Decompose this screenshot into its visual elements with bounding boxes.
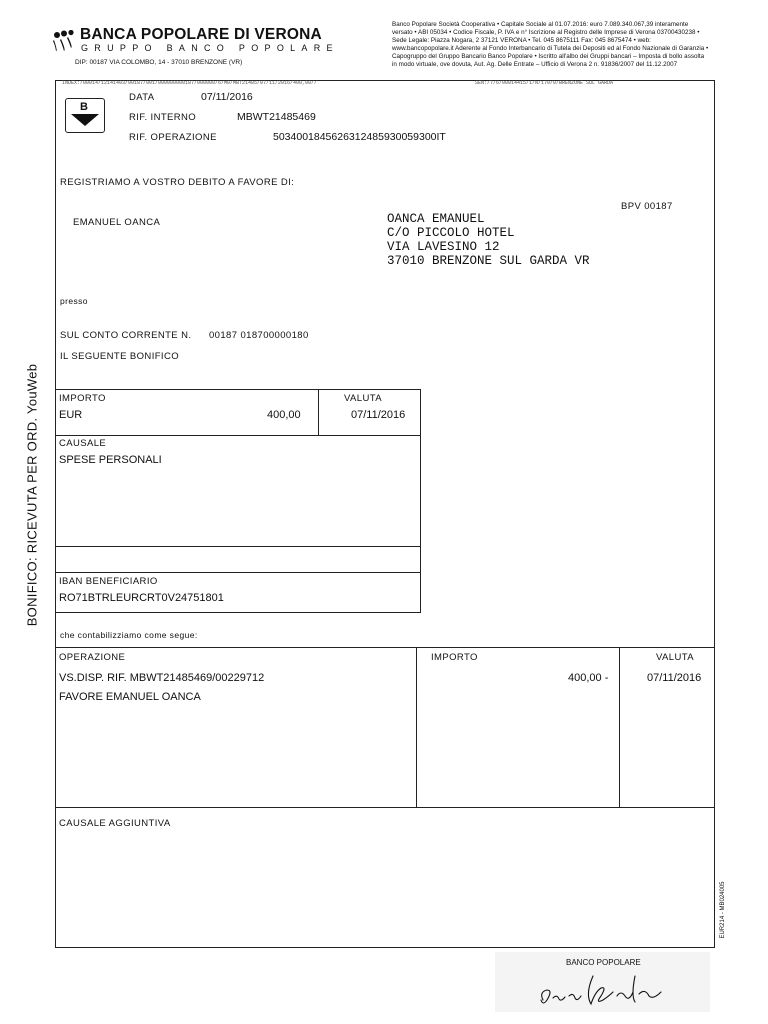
registriamo-text: REGISTRIAMO A VOSTRO DEBITO A FAVORE DI: (60, 177, 295, 188)
operazione-line-1: VS.DISP. RIF. MBWT21485469/00229712 (59, 672, 265, 684)
legal-line: Banco Popolare Società Cooperativa • Capitale Sociale al 01.07.2016: euro 7.089.340.067,39 interamente (392, 21, 689, 28)
bank-name: BANCA POPOLARE DI VERONA (80, 26, 322, 43)
conto-label: SUL CONTO CORRENTE N. (60, 330, 192, 341)
rule (55, 389, 421, 390)
data-label: DATA (129, 92, 155, 103)
currency: EUR (59, 409, 83, 421)
ordinante-name: EMANUEL OANCA (73, 217, 161, 228)
importo-label: IMPORTO (59, 393, 106, 404)
causale-aggiuntiva-label: CAUSALE AGGIUNTIVA (59, 818, 171, 829)
table-header-valuta: VALUTA (656, 652, 694, 663)
amount: 400,00 (267, 409, 301, 421)
beneficiary-address (387, 212, 590, 268)
rif-interno-value: MBWT21485469 (237, 111, 316, 123)
valuta-label: VALUTA (344, 393, 382, 404)
rule (55, 807, 714, 808)
rule (55, 546, 421, 547)
rule (420, 389, 421, 612)
legal-line: versato • ABI 05034 • Codice Fiscale, P. IVA e n° Iscrizione al Registro delle Imprese di Verona 03700430238 • (392, 28, 700, 36)
data-value: 07/11/2016 (201, 91, 253, 103)
bank-logo (52, 26, 382, 72)
presso-label: presso (60, 296, 88, 306)
legal-line: Capogruppo del Gruppo Bancario Banco Popolare • Iscritto all'albo dei Gruppi bancari – Imposta di bollo assolta (392, 52, 705, 60)
rule (55, 572, 421, 573)
bpv-code: BPV 00187 (621, 201, 673, 212)
signature-org: BANCO POPOLARE (566, 958, 641, 967)
address-line: 37010 BRENZONE SUL GARDA VR (387, 254, 590, 268)
rif-operazione-label: RIF. OPERAZIONE (129, 132, 217, 143)
rule (55, 612, 421, 613)
legal-line: in modo virtuale, ove dovuta, Aut. Ag. Delle Entrate – Ufficio di Verona 2 n. 91836/2007 del 11.12.2007 (392, 60, 678, 68)
rule (619, 647, 620, 807)
table-header-operazione: OPERAZIONE (59, 652, 126, 663)
causale-label: CAUSALE (59, 438, 107, 449)
conto-value: 00187 018700000180 (209, 330, 309, 341)
valuta-value: 07/11/2016 (351, 409, 406, 421)
table-valuta-value: 07/11/2016 (647, 672, 702, 684)
signature-icon (535, 966, 675, 1008)
bonifico-label: IL SEGUENTE BONIFICO (60, 351, 180, 362)
rule (416, 647, 417, 807)
iban-value: RO71BTRLEURCRT0V24751801 (59, 592, 224, 604)
legal-line: www.bancopopolare.it Aderente al Fondo Interbancario di Tutela dei Depositi ed al Fondo Nazionale di Garanzia • (392, 44, 709, 52)
address-line: VIA LAVESINO 12 (387, 240, 500, 254)
address-line: OANCA EMANUEL (387, 212, 485, 226)
iban-label: IBAN BENEFICIARIO (59, 576, 158, 587)
operazione-line-2: FAVORE EMANUEL OANCA (59, 691, 201, 703)
legal-line: Sede Legale: Piazza Nogara, 2 37121 VERONA • Tel. 045 8675111 Fax: 045 8675474 • web: (392, 36, 651, 44)
legal-notice (392, 21, 752, 68)
address-line: C/O PICCOLO HOTEL (387, 226, 515, 240)
b-logo-arrow-icon (71, 114, 99, 126)
rif-operazione-value: 5034001845626312485930059300IT (273, 131, 446, 143)
rule (318, 389, 319, 435)
branch-address: DIP: 00187 VIA COLOMBO, 14 - 37010 BRENZONE (VR) (75, 59, 243, 66)
bank-logo-mark-icon (52, 30, 76, 52)
index-line: INDEX:/00014/12141403/00187/001/000000000187/000000/6/M0/MBT21485/07/11/2016/400,00// (62, 80, 318, 86)
table-importo-value: 400,00 - (568, 672, 609, 684)
table-header-importo: IMPORTO (431, 652, 478, 663)
rule (55, 435, 421, 436)
side-title: BONIFICO: RICEVUTA PER ORD. YouWeb (24, 363, 40, 627)
rif-interno-label: RIF. INTERNO (129, 112, 197, 123)
rule (55, 647, 714, 648)
document-code: EUR214 - MB024005 (720, 881, 726, 939)
index-line-right: SEN:/7/6/00014415/1/N/170/0/BRENZONE SUL GARDA (475, 80, 614, 86)
contabilizziamo-text: che contabilizziamo come segue: (60, 630, 198, 640)
b-logo-icon (65, 99, 105, 132)
causale-value: SPESE PERSONALI (59, 454, 162, 466)
b-logo-letter: B (80, 101, 88, 113)
group-name: GRUPPO BANCO POPOLARE (81, 43, 339, 53)
